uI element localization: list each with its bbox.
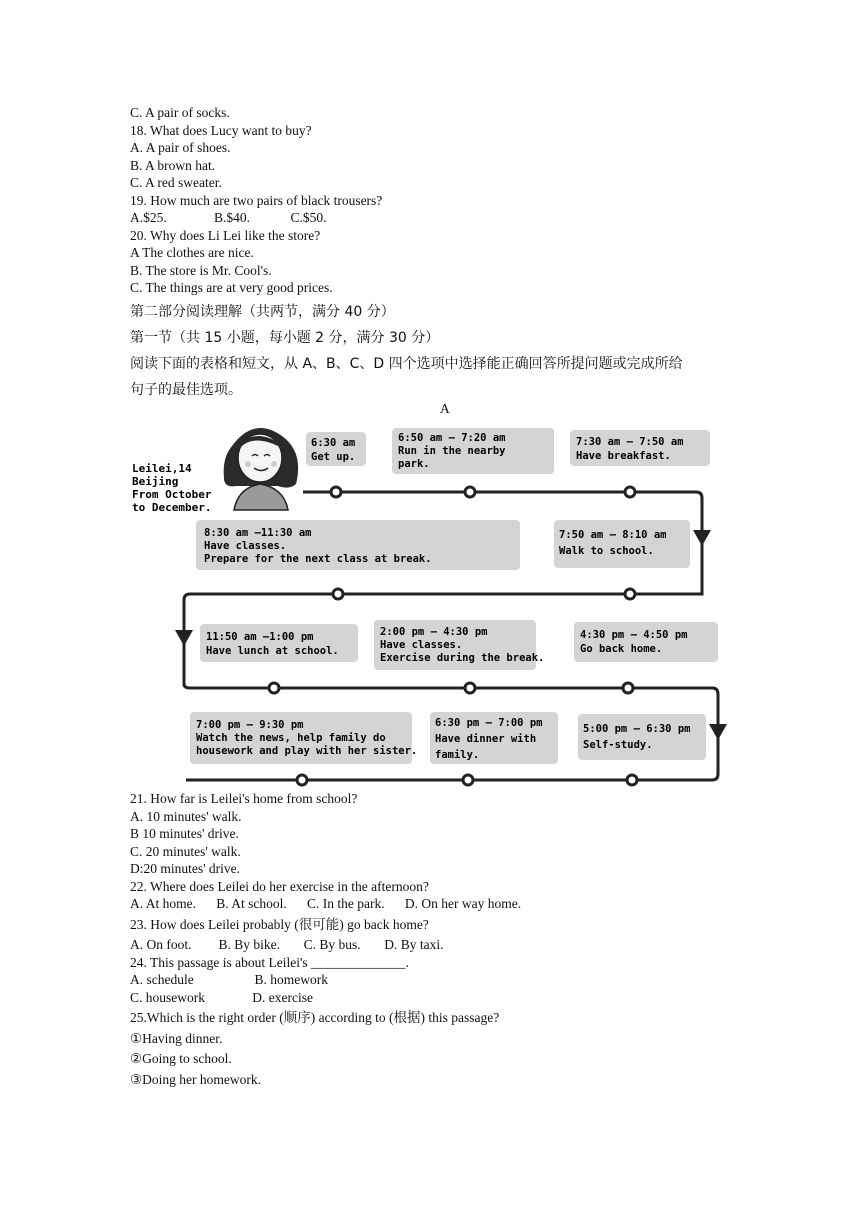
person-period-end: to December. bbox=[132, 501, 212, 514]
box-time: 5:00 pm – 6:30 pm bbox=[583, 723, 691, 735]
options: A. At home. B. At school. C. In the park. D. On her way home. bbox=[130, 896, 522, 911]
box-activity: Self-study. bbox=[583, 739, 653, 751]
box-activity: Have dinner with bbox=[435, 733, 537, 745]
girl-icon bbox=[224, 428, 298, 510]
text-line: A The clothes are nice. bbox=[130, 245, 254, 260]
box-time: 7:50 am – 8:10 am bbox=[559, 529, 667, 541]
box-activity: Watch the news, help family do bbox=[196, 732, 386, 744]
options: A. schedule B. homework bbox=[130, 972, 328, 987]
box-activity: housework and play with her sister. bbox=[196, 745, 418, 757]
listening-questions bbox=[130, 104, 770, 403]
question: 21. How far is Leilei's home from school? bbox=[130, 791, 358, 806]
schedule-figure bbox=[128, 418, 728, 788]
option: B 10 minutes' drive. bbox=[130, 826, 239, 841]
option: ①Having dinner. bbox=[130, 1030, 223, 1046]
instruction-line: 阅读下面的表格和短文，从 A、B、C、D 四个选项中选择能正确回答所提问题或完成所给 bbox=[130, 355, 683, 372]
box-activity: Run in the nearby bbox=[398, 445, 506, 457]
text-line: C. A pair of socks. bbox=[130, 105, 230, 120]
box-activity: park. bbox=[398, 458, 430, 470]
text-line: A. A pair of shoes. bbox=[130, 140, 231, 155]
text-line: B. A brown hat. bbox=[130, 157, 216, 173]
option: A. 10 minutes' walk. bbox=[130, 808, 242, 824]
box-time: 7:00 pm – 9:30 pm bbox=[196, 719, 304, 731]
schedule-box bbox=[200, 624, 358, 662]
box-activity: Have classes. bbox=[380, 639, 463, 651]
schedule-box bbox=[578, 714, 706, 760]
options: C. housework D. exercise bbox=[130, 989, 313, 1005]
person-name: Leilei,14 bbox=[132, 462, 192, 475]
box-time: 7:30 am – 7:50 am bbox=[576, 436, 684, 448]
text-line: C. A red sweater. bbox=[130, 175, 222, 190]
schedule-box bbox=[430, 712, 558, 764]
section-subheading: 第一节（共 15 小题，每小题 2 分，满分 30 分） bbox=[130, 329, 440, 346]
options: A. On foot. B. By bike. C. By bus. D. By taxi. bbox=[130, 937, 444, 952]
text-line: A.$25. B.$40. C.$50. bbox=[130, 210, 327, 225]
person-period-start: From October bbox=[132, 488, 212, 501]
reading-questions bbox=[130, 790, 770, 1088]
box-activity: Have classes. bbox=[204, 540, 287, 552]
box-activity: Prepare for the next class at break. bbox=[204, 553, 432, 565]
box-activity: family. bbox=[435, 749, 480, 761]
person-city: Beijing bbox=[132, 475, 179, 488]
question: 22. Where does Leilei do her exercise in the afternoon? bbox=[130, 878, 429, 894]
schedule-box bbox=[570, 430, 710, 466]
box-activity: Walk to school. bbox=[559, 545, 654, 557]
box-activity: Have breakfast. bbox=[576, 450, 671, 462]
passage-label: A bbox=[440, 401, 450, 416]
text-line: 19. How much are two pairs of black trousers? bbox=[130, 192, 383, 208]
instruction-line: 句子的最佳选项。 bbox=[130, 381, 242, 398]
box-time: 6:50 am – 7:20 am bbox=[398, 432, 506, 444]
option: C. 20 minutes' walk. bbox=[130, 843, 241, 859]
box-time: 8:30 am –11:30 am bbox=[204, 527, 312, 539]
schedule-box bbox=[374, 620, 544, 670]
text-line: 18. What does Lucy want to buy? bbox=[130, 122, 312, 138]
option: D:20 minutes' drive. bbox=[130, 861, 241, 876]
text-line: B. The store is Mr. Cool's. bbox=[130, 262, 272, 278]
schedule-box bbox=[196, 520, 520, 570]
section-heading: 第二部分阅读理解（共两节，满分 40 分） bbox=[130, 303, 395, 320]
box-activity: Get up. bbox=[311, 451, 356, 463]
schedule-box bbox=[190, 712, 417, 764]
option: ②Going to school. bbox=[130, 1051, 232, 1066]
schedule-box bbox=[392, 428, 554, 474]
question: 24. This passage is about Leilei's ______________. bbox=[130, 954, 409, 970]
box-activity: Exercise during the break. bbox=[380, 652, 545, 664]
box-time: 2:00 pm – 4:30 pm bbox=[380, 626, 488, 638]
text-line: 20. Why does Li Lei like the store? bbox=[130, 227, 321, 243]
text-line: C. The things are at very good prices. bbox=[130, 280, 333, 295]
option: ③Doing her homework. bbox=[130, 1071, 261, 1087]
schedule-box bbox=[574, 622, 718, 662]
schedule-box bbox=[554, 520, 690, 568]
question: 25.Which is the right order (顺序) according to (根据) this passage? bbox=[130, 1010, 500, 1025]
box-time: 6:30 pm – 7:00 pm bbox=[435, 717, 543, 729]
box-time: 6:30 am bbox=[311, 437, 356, 449]
box-time: 4:30 pm – 4:50 pm bbox=[580, 629, 688, 641]
schedule-box bbox=[306, 432, 366, 466]
question: 23. How does Leilei probably (很可能) go back home? bbox=[130, 916, 429, 932]
box-activity: Go back home. bbox=[580, 643, 663, 655]
box-time: 11:50 am –1:00 pm bbox=[206, 631, 314, 643]
box-activity: Have lunch at school. bbox=[206, 645, 339, 657]
